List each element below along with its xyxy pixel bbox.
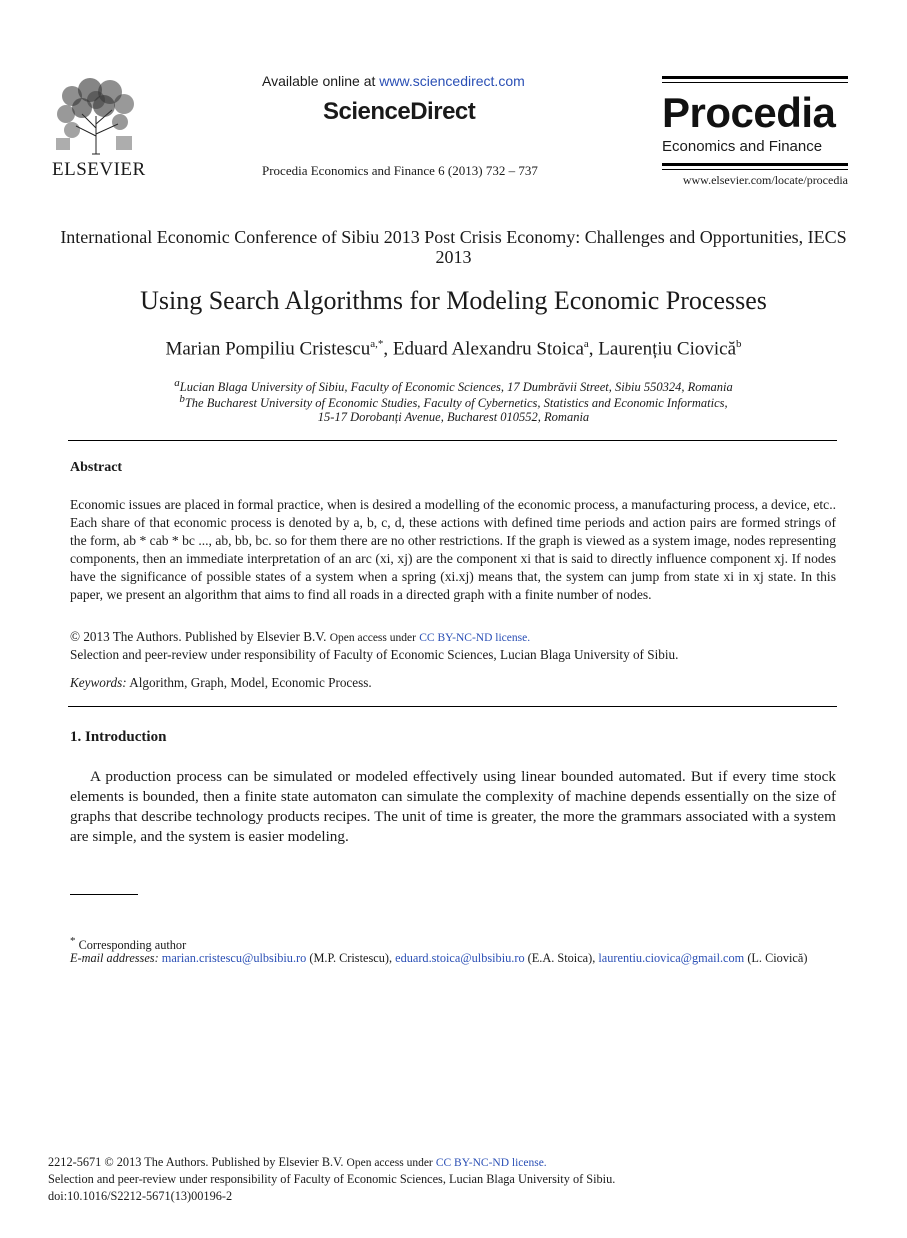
- license-link[interactable]: CC BY-NC-ND license.: [435, 1157, 547, 1169]
- footnote-rule: [70, 894, 138, 895]
- logo-rule: [662, 76, 848, 79]
- author-name: Eduard Alexandru Stoica: [392, 338, 584, 360]
- affiliation-text: The Bucharest University of Economic Studies, Faculty of Cybernetics, Statistics and Economic Informatics,: [184, 396, 728, 411]
- open-access-label: Open access under: [346, 1157, 433, 1169]
- author-name: Marian Pompiliu Cristescu: [165, 338, 371, 360]
- journal-logo: [662, 76, 848, 188]
- journal-logo-title: Procedia: [662, 89, 836, 136]
- divider: [68, 706, 837, 707]
- copyright-text: © 2013 The Authors. Published by Elsevier B.V.: [70, 629, 327, 644]
- paper-title: Using Search Algorithms for Modeling Economic Processes: [140, 286, 767, 315]
- logo-rule: [662, 163, 848, 166]
- abstract-text: Economic issues are placed in formal practice, when is desired a modelling of the economic process, a manufacturing process, a device, etc.. Each share of that economic process is denoted by a, b, c, d, these actions with defined time periods and action pairs are formed strings of the form, ab * cab * bc ..., ab, bb, bc. so for them there are no other restrictions. If the graph is viewed as a system image, nodes representing components, then an immediate interpretation of an arc (xi, xj) are the component xi that is said to directly influence component xj. If nodes have the significance of possible states of a system when a spring (xi.xj) means that, the system can jump from state xi in xj state. In this paper, we present an algorithm that aims to find all roads in a directed graph with a finite number of nodes.: [70, 497, 836, 602]
- author-affiliation-mark: b: [736, 338, 742, 350]
- keywords-label: Keywords:: [70, 675, 127, 690]
- bottom-peer-review: Selection and peer-review under responsibility of Faculty of Economic Sciences, Lucian Blaga University of Sibiu.: [48, 1172, 616, 1186]
- keywords-text: Algorithm, Graph, Model, Economic Process.: [129, 675, 372, 690]
- author-name: Laurențiu Ciovică: [598, 338, 737, 360]
- sciencedirect-link[interactable]: www.sciencedirect.com: [379, 73, 525, 89]
- conference-name: International Economic Conference of Sibiu 2013 Post Crisis Economy: Challenges and Opportunities, IECS 2013: [60, 227, 847, 267]
- peer-review-statement: Selection and peer-review under responsibility of Faculty of Economic Sciences, Lucian Blaga University of Sibiu.: [70, 647, 679, 662]
- issn-line: [48, 1155, 547, 1170]
- journal-reference: Procedia Economics and Finance 6 (2013) 732 – 737: [262, 163, 538, 178]
- author-list: Marian Pompiliu Cristescu$^{a,*}$, Eduard Alexandru Stoica$^a$, Laurențiu Ciovică$^b$: [165, 338, 742, 360]
- author-affiliation-mark: a: [583, 338, 589, 350]
- footnote-mark: *: [70, 935, 76, 947]
- platform-name: ScienceDirect: [323, 98, 476, 125]
- email-label: E-mail addresses:: [70, 951, 159, 965]
- section-heading: 1. Introduction: [70, 729, 167, 745]
- available-online: [262, 73, 525, 89]
- affiliation-b-address: 15-17 Dorobanți Avenue, Bucharest 010552, Romania: [317, 410, 590, 424]
- copyright-line: [70, 629, 530, 645]
- intro-paragraph: A production process can be simulated or modeled effectively using linear bounded automated. But if every time stock elements is bounded, then a finite state automaton can simulate the complexity of machine depends essentially on the size of graphs that describe technology products recipes. The unit of time is greater, the more the grammars associated with a system are simple, and the system is easier modeling.: [70, 768, 836, 845]
- affiliation-b: [40, 393, 867, 411]
- affiliation-mark: b: [179, 393, 185, 405]
- email-link[interactable]: laurentiu.ciovica@gmail.com: [598, 951, 745, 965]
- publisher-name: ELSEVIER: [52, 159, 146, 180]
- email-owner: (E.A. Stoica),: [527, 951, 596, 965]
- available-label: Available online at: [262, 73, 380, 89]
- affiliation-text: Lucian Blaga University of Sibiu, Faculty of Economic Sciences, 17 Dumbrăvii Street, Sibiu 550324, Romania: [179, 380, 733, 395]
- elsevier-logo: [52, 76, 144, 181]
- journal-logo-subtitle: Economics and Finance: [662, 138, 823, 155]
- doi[interactable]: doi:10.1016/S2212-5671(13)00196-2: [48, 1189, 233, 1203]
- logo-rule: [662, 82, 848, 83]
- divider: [68, 440, 837, 441]
- author-affiliation-mark: a,*: [370, 338, 384, 350]
- affiliation-mark: a: [174, 377, 180, 389]
- abstract-heading: Abstract: [70, 460, 123, 475]
- email-addresses: [70, 950, 815, 966]
- license-link[interactable]: CC BY-NC-ND license.: [419, 632, 531, 644]
- open-access-label: Open access under: [329, 632, 416, 644]
- email-link[interactable]: marian.cristescu@ulbsibiu.ro: [161, 951, 307, 965]
- email-owner: (M.P. Cristescu),: [309, 951, 393, 965]
- keywords: [70, 675, 372, 691]
- logo-rule: [662, 169, 848, 170]
- email-owner: (L. Ciovică): [747, 951, 808, 965]
- elsevier-tree-icon: [52, 76, 140, 156]
- corresponding-label: Corresponding author: [78, 938, 187, 953]
- journal-url[interactable]: www.elsevier.com/locate/procedia: [682, 173, 848, 187]
- issn-text: 2212-5671 © 2013 The Authors. Published by Elsevier B.V.: [48, 1155, 344, 1169]
- email-link[interactable]: eduard.stoica@ulbsibiu.ro: [395, 951, 525, 965]
